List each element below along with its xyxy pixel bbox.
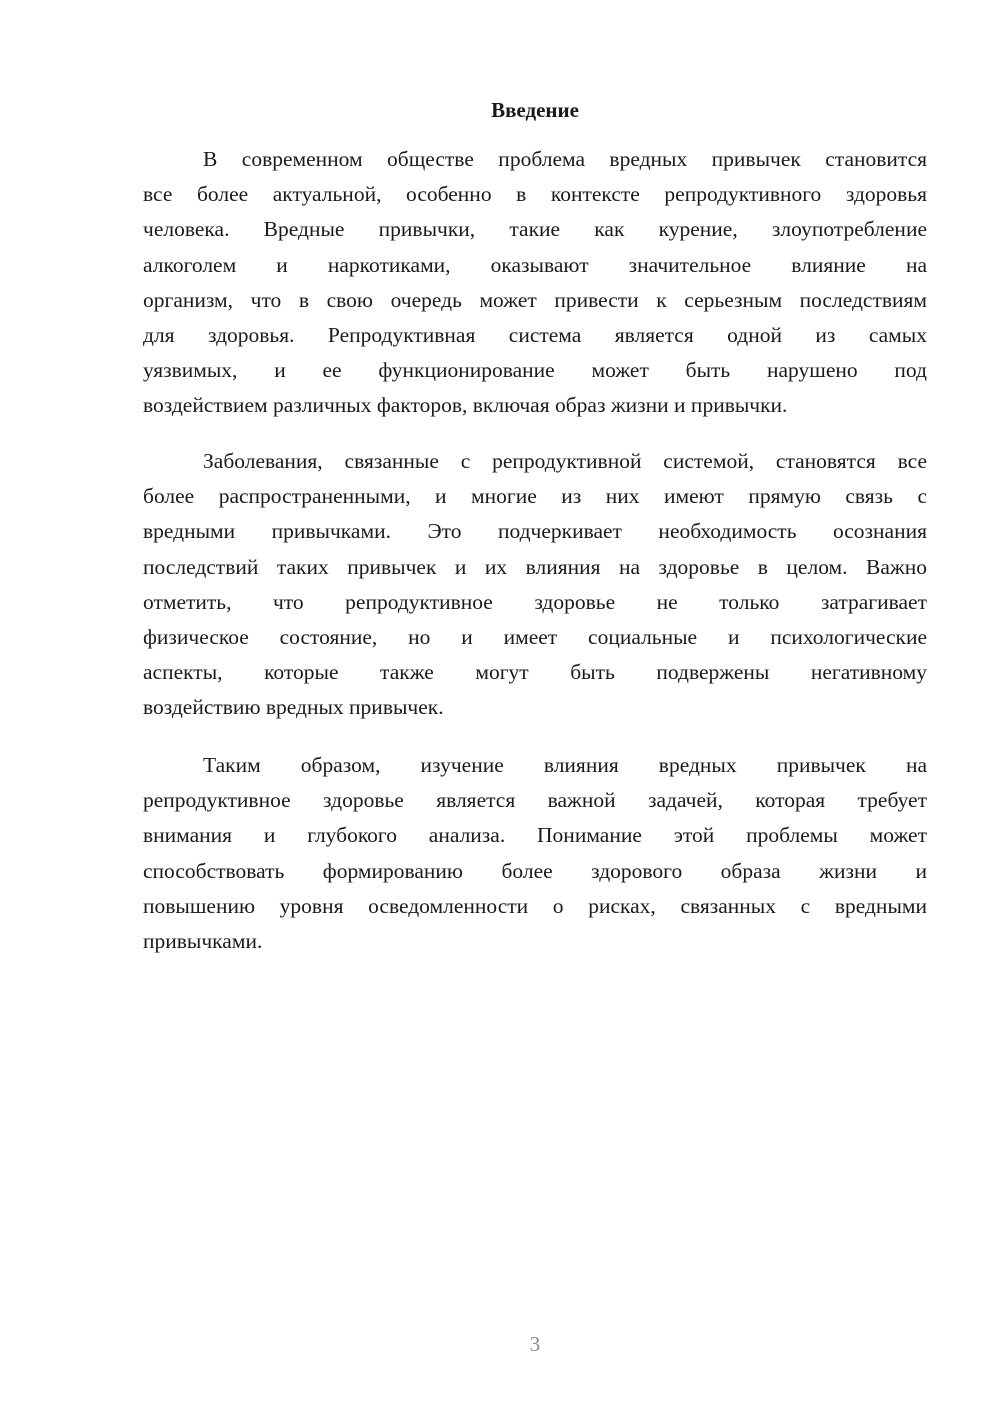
text-line: физическое состояние, но и имеет социальные и психологические (143, 624, 927, 649)
text-line: аспекты, которые также могут быть подвержены негативному (143, 660, 927, 685)
paragraph-2 (143, 444, 927, 726)
text-line: алкоголем и наркотиками, оказывают значительное влияние на (143, 252, 927, 277)
page-title: Введение (491, 98, 579, 122)
text-line: организм, что в свою очередь может привести к серьезным последствиям (143, 287, 927, 312)
text-line: Таким образом, изучение влияния вредных привычек на (203, 753, 927, 777)
text-line: Заболевания, связанные с репродуктивной системой, становятся все (203, 449, 927, 473)
text-line: для здоровья. Репродуктивная система является одной из самых (143, 322, 927, 347)
text-line: последствий таких привычек и их влияния на здоровье в целом. Важно (143, 554, 927, 579)
text-line: более распространенными, и многие из них имеют прямую связь с (143, 484, 927, 509)
text-line: повышению уровня осведомленности о рисках, связанных с вредными (143, 893, 927, 918)
paragraph-1 (143, 142, 927, 424)
text-line: привычками. (143, 928, 263, 953)
text-line: вредными привычками. Это подчеркивает необходимость осознания (143, 519, 927, 544)
text-line: способствовать формированию более здорового образа жизни и (143, 858, 927, 883)
text-line: внимания и глубокого анализа. Понимание этой проблемы может (143, 823, 927, 848)
text-line: В современном обществе проблема вредных привычек становится (203, 147, 927, 171)
paragraph-3 (143, 748, 927, 959)
text-line: воздействию вредных привычек. (143, 695, 444, 720)
page-number: 3 (529, 1332, 541, 1356)
text-line: воздействием различных факторов, включая образ жизни и привычки. (143, 393, 788, 418)
text-line: человека. Вредные привычки, такие как курение, злоупотребление (143, 217, 927, 242)
text-line: уязвимых, и ее функционирование может быть нарушено под (143, 358, 927, 383)
text-line: все более актуальной, особенно в контексте репродуктивного здоровья (143, 182, 927, 207)
text-line: репродуктивное здоровье является важной задачей, которая требует (143, 788, 927, 813)
text-line: отметить, что репродуктивное здоровье не только затрагивает (143, 589, 927, 614)
